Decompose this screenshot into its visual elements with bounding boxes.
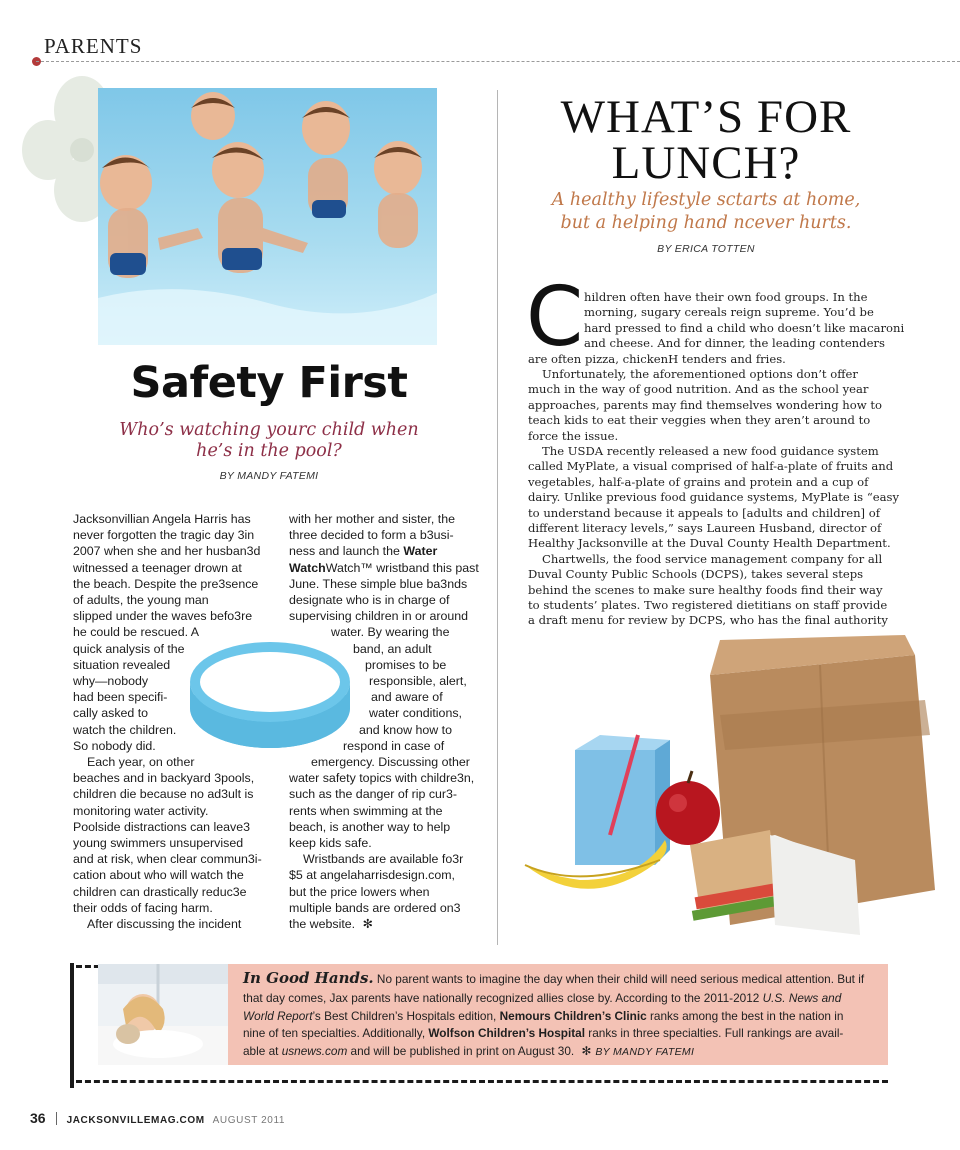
sidebar-border [70,963,74,1088]
byline-lunch: BY ERICA TOTTEN [657,243,755,255]
brand-watch: Watch [289,560,326,575]
article-body-column-1: Jacksonvillian Angela Harris has never forgotten the tragic day 3in 2007 when she and her husban3d witnessed a teenager drown at the beach. Despite the pre3sence of adults, the young man slipped under the waves befo3re he could be rescued. A quick analysis of the situation revealed why—nobody had been specifi- cally asked to watch the children. So nobody did. Each year, on other beaches and in backyard 3pools, children die because no ad3ult is monitoring water activity. Poolside distractions can leave3 young swimmers unsupervised and at risk, when clear commun3i- cation about who will watch the children can drastically reduc3e their odds of facing harm. After discussing the incident [73,512,262,931]
brand-water: Water [403,544,438,559]
article-body-column-2: with her mother and sister, the three decided to form a b3usi- ness and launch the Water WatchWatch™ wristband this past June. These simple blue ba3nds designate who is in charge of supervising children in or around water. By wearing the band, an adult promises to be responsible, alert, and aware of water conditions, and know how to respond in case of emergency. Discussing other water safety topics with childre3n, such as the danger of rip cur3- rents when swimming at the beach, is another way to help keep kids safe. Wristbands are available fo3r $5 at angelaharrisdesign.com, but the price lowers when multiple bands are ordered on3 the website. ✻ [289,512,479,931]
footer-date: AUGUST 2011 [212,1115,286,1126]
footer-site: JACKSONVILLEMAG.COM [66,1115,205,1126]
sidebar-byline: BY MANDY FATEMI [595,1045,695,1058]
article-subtitle-lunch: A healthy lifestyle sctarts at home, but a helping hand ncever hurts. [551,190,861,233]
sidebar-end-mark-icon: ✻ [581,1043,592,1058]
blue-wristband-image [185,630,355,755]
column-divider [497,90,498,945]
byline: BY MANDY FATEMI [219,470,319,482]
article-title: Safety First [130,358,408,408]
end-mark-icon: ✻ [362,916,373,931]
article-body-lunch: hildren often have their own food groups. In the morning, sugary cereals reign supreme. You’d be hard pressed to find a child who doesn’t like macaroni and cheese. And for dinner, the leading contenders are often pizza, chickenH tenders and fries. Unfortunately, the aforementioned options don’t offer much in the way of good nutrition. And as the school year approaches, parents may find themselves wondering how to teach kids to eat their veggies when they aren’t around to force the issue. The USDA recently released a new food guidance system called MyPlate, a visual comprised of half-a-plate of fruits and vegetables, half-a-plate of grains and protein and a cup of dairy. Unlike previous food guidance systems, MyPlate is “easy to understand because it appeals to [adults and children] of different literacy levels,” says Laureen Husband, director of Healthy Jacksonville at the Duval County Health Department. Chartwells, the food service management company for all Duval County Public Schools (DCPS), takes several steps behind the scenes to make sure healthy foods find their way to students’ plates. Two registered dietitians on staff provide a draft menu for review by DCPS, who has the final authority [528,290,905,628]
article-subtitle: Who’s watching yourc child when he’s in the pool? [119,420,419,461]
sidebar-dashed-bottom [76,1080,888,1083]
section-label: PARENTS [44,34,143,58]
sidebar-heading: In Good Hands. [243,969,374,987]
lunch-bag-photo [520,635,940,950]
page-number: 36 [30,1110,46,1126]
header-rule [36,61,960,62]
sick-child-photo [98,964,228,1065]
kids-swimming-photo [98,88,437,345]
article-title-lunch: WHAT’S FOR LUNCH? [560,91,852,189]
drop-cap: C [526,270,584,365]
page-footer [30,1110,285,1126]
